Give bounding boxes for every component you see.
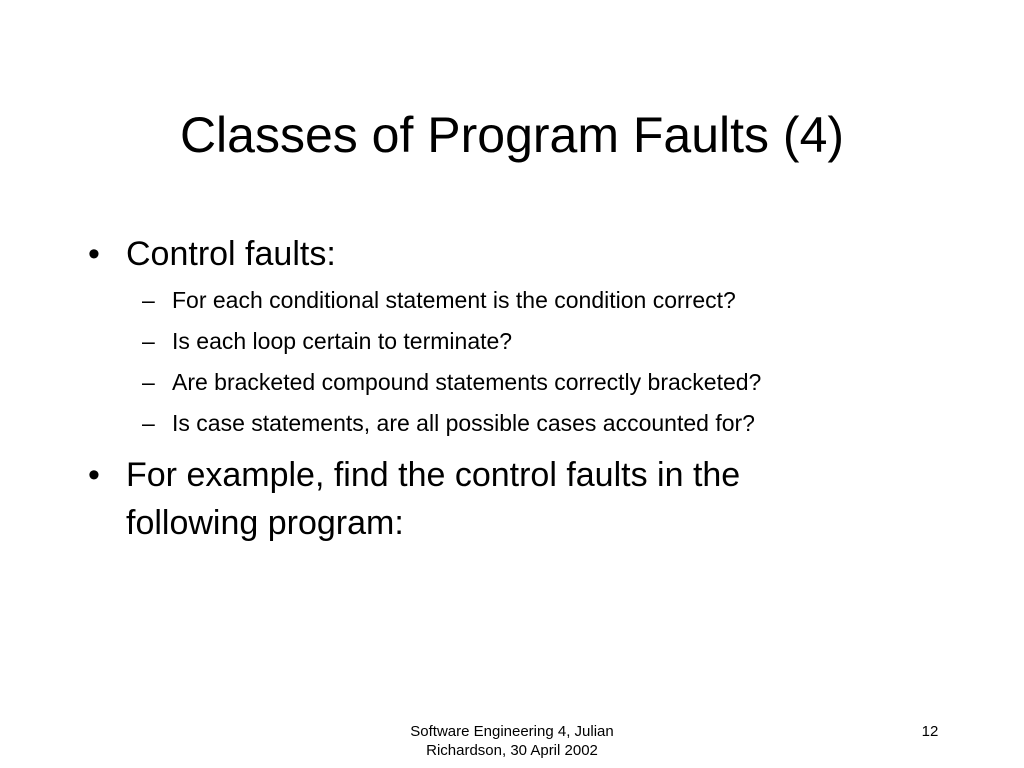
footer-line: Software Engineering 4, Julian (410, 723, 614, 740)
bullet-item (88, 230, 336, 278)
sub-bullet-item (142, 326, 513, 356)
sub-bullet-marker: – (142, 410, 155, 436)
slide-number: 12 (921, 723, 939, 740)
slide-title: Classes of Program Faults (4) (179, 107, 845, 163)
sub-bullet-item (142, 408, 755, 438)
bullet-text: Control faults: (126, 235, 336, 273)
sub-bullet-text: Is case statements, are all possible cases accounted for? (172, 410, 755, 436)
bullet-marker: • (88, 235, 100, 273)
sub-bullet-marker: – (142, 328, 155, 354)
sub-bullet-marker: – (142, 287, 155, 313)
sub-bullet-text: For each conditional statement is the condition correct? (172, 287, 736, 313)
bullet-item (88, 451, 866, 547)
sub-bullet-text: Are bracketed compound statements correctly bracketed? (172, 369, 762, 395)
bullet-marker: • (88, 456, 100, 494)
footer-line: Richardson, 30 April 2002 (426, 742, 598, 759)
sub-bullet-item (142, 285, 736, 315)
bullet-text: For example, find the control faults in the following program: (126, 456, 741, 542)
sub-bullet-text: Is each loop certain to terminate? (172, 328, 513, 354)
slide-footer (362, 722, 662, 760)
sub-bullet-item (142, 367, 762, 397)
sub-bullet-marker: – (142, 369, 155, 395)
